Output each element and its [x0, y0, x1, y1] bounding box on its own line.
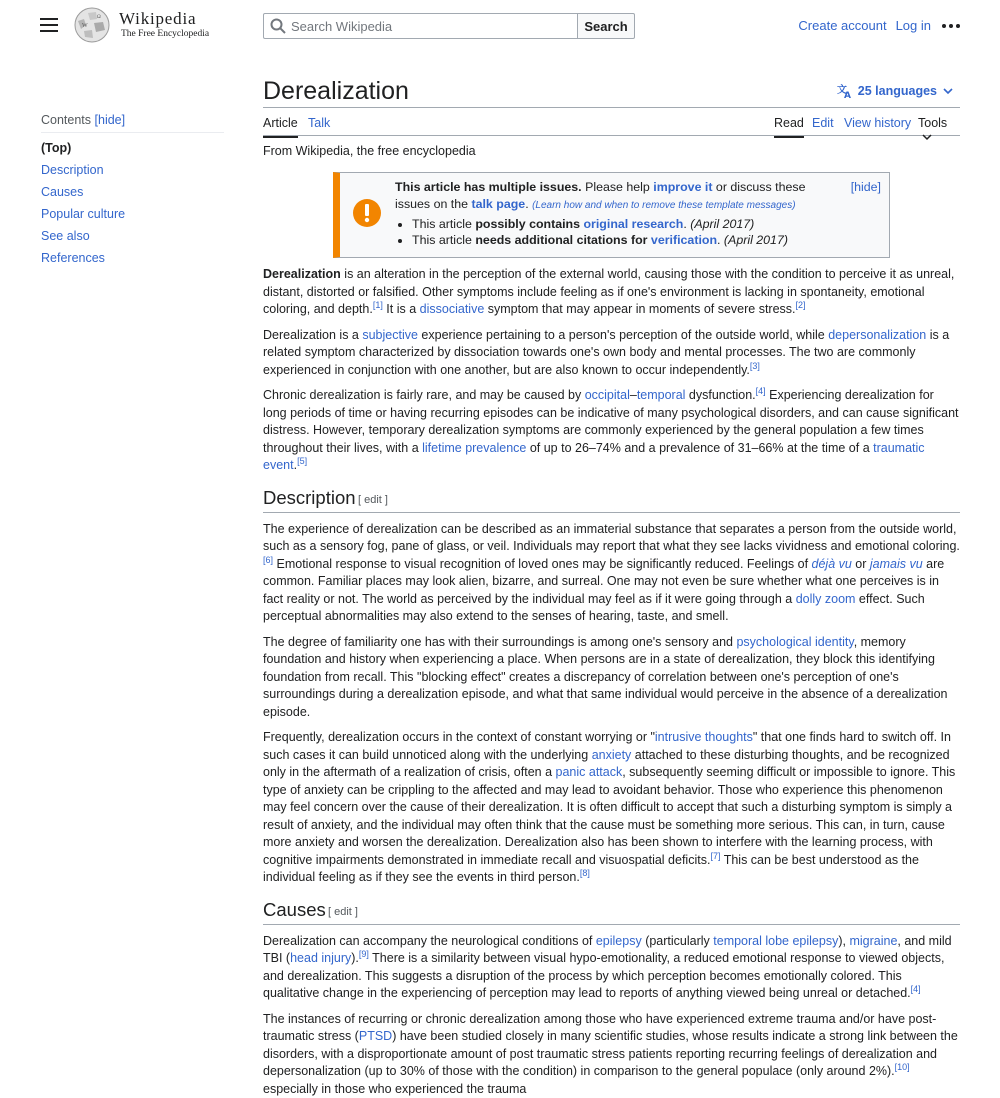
temporal-lobe-epilepsy-link[interactable]: temporal lobe epilepsy	[713, 934, 838, 948]
main-content	[263, 75, 960, 1098]
subjective-link[interactable]: subjective	[362, 328, 418, 342]
toc-item-see-also[interactable]: See also	[41, 229, 224, 243]
toc-heading: Contents	[41, 113, 91, 127]
title-row	[263, 75, 960, 108]
occipital-link[interactable]: occipital	[585, 388, 630, 402]
chevron-down-icon	[921, 133, 933, 141]
tab-read[interactable]: Read	[774, 116, 804, 138]
toc-item-description[interactable]: Description	[41, 163, 224, 177]
citation-link[interactable]: [5]	[297, 456, 307, 466]
notice-text: .	[525, 197, 532, 211]
toc-hide-button[interactable]: [hide]	[95, 113, 126, 127]
table-of-contents	[41, 113, 224, 265]
verification-link[interactable]: verification	[651, 233, 717, 247]
notice-text: Please help	[582, 180, 654, 194]
site-tagline: From Wikipedia, the free encyclopedia	[263, 144, 960, 158]
language-icon	[837, 83, 853, 99]
toc-item-top[interactable]: (Top)	[41, 141, 224, 155]
description-paragraph-2: The degree of familiarity one has with their surroundings is among one's sensory and psychological identity, memory foundation and history when experiencing a place. When persons are in a state of derealization, they block this identifying foundation from recall. This "blocking effect" creates a discrepancy of correlation between one's perception of one's surroundings during a derealization episode, and what that same individual would perceive in the absence of a derealization episode.	[263, 634, 960, 722]
notice-title: This article has multiple issues.	[395, 180, 582, 194]
improve-link[interactable]: improve it	[653, 180, 712, 194]
citation-link[interactable]: [2]	[796, 300, 806, 310]
causes-paragraph-1: Derealization can accompany the neurological conditions of epilepsy (particularly temporal lobe epilepsy), migraine, and mild TBI (head injury).[9] There is a similarity between visual hypo-emotionality, a reduced emotional response to viewed objects, and derealization. This suggests a disruption of the process by which perception becomes emotionally colored. This qualitative change in the experiencing of perception may lead to reports of anything viewed being unreal or detached.[4]	[263, 933, 960, 1003]
migraine-link[interactable]: migraine	[849, 934, 897, 948]
panic-attack-link[interactable]: panic attack	[556, 765, 623, 779]
causes-paragraph-2: The instances of recurring or chronic derealization among those who have experienced extreme trauma and/or have post-traumatic stress (PTSD) have been studied closely in many scientific studies, whose results indicate a strong link between the disorders, with a disproportionate amount of post traumatic stress patients reporting recurring feelings of derealization and depersonalization (up to 30% of those with the condition) in comparison to the general populace (only around 2%).[10] especially in those who experienced the trauma	[263, 1011, 960, 1098]
intro-paragraph-3: Chronic derealization is fairly rare, and may be caused by occipital–temporal dysfunction.[4] Experiencing derealization for long periods of time or having recurring episodes can be indicative of many psychological disorders, and can cause significant distress. However, temporary derealization symptoms are commonly experienced by the general population a few times throughout their lives, with a lifetime prevalence of up to 26–74% and a prevalence of 31–66% at the time of a traumatic event.[5]	[263, 387, 960, 475]
tab-view-history[interactable]: View history	[844, 116, 911, 130]
section-title-causes: Causes	[263, 899, 326, 921]
tab-article[interactable]: Article	[263, 116, 298, 138]
section-title-description: Description	[263, 487, 356, 509]
wordmark-subtitle: The Free Encyclopedia	[119, 28, 209, 40]
citation-link[interactable]: [9]	[359, 949, 369, 959]
toc-item-causes[interactable]: Causes	[41, 185, 224, 199]
language-count: 25 languages	[858, 84, 937, 98]
anxiety-link[interactable]: anxiety	[592, 748, 632, 762]
section-header-description	[263, 489, 960, 513]
edit-section-causes[interactable]: [ edit ]	[328, 906, 358, 918]
svg-text:A: A	[844, 91, 851, 99]
citation-link[interactable]: [1]	[373, 300, 383, 310]
create-account-link[interactable]: Create account	[798, 18, 886, 33]
learn-more-link[interactable]: (Learn how and when to remove these template messages)	[532, 200, 795, 211]
deja-vu-link[interactable]: déjà vu	[812, 557, 852, 571]
toc-item-references[interactable]: References	[41, 251, 224, 265]
section-header-causes	[263, 901, 960, 925]
wikipedia-wordmark[interactable]	[119, 10, 209, 40]
epilepsy-link[interactable]: epilepsy	[596, 934, 642, 948]
intrusive-thoughts-link[interactable]: intrusive thoughts	[655, 730, 753, 744]
temporal-link[interactable]: temporal	[637, 388, 686, 402]
tab-talk[interactable]: Talk	[308, 116, 330, 130]
psychological-identity-link[interactable]: psychological identity	[736, 635, 853, 649]
main-menu-button[interactable]	[40, 18, 58, 32]
search-input[interactable]	[263, 13, 578, 39]
dissociative-link[interactable]: dissociative	[420, 302, 485, 316]
log-in-link[interactable]: Log in	[896, 18, 931, 33]
tools-label: Tools	[918, 116, 947, 130]
wikipedia-globe-logo[interactable]	[72, 7, 112, 43]
citation-link[interactable]: [7]	[710, 850, 720, 860]
page-tabs	[263, 108, 960, 136]
notice-body	[395, 179, 881, 248]
chevron-down-icon	[941, 86, 955, 96]
more-options-icon[interactable]	[942, 19, 960, 33]
dolly-zoom-link[interactable]: dolly zoom	[796, 592, 856, 606]
citation-link[interactable]: [6]	[263, 554, 273, 564]
svg-text:Ω: Ω	[97, 15, 101, 20]
talk-page-link[interactable]: talk page	[471, 197, 525, 211]
notice-text: or discuss these issues on the	[395, 180, 805, 211]
notice-hide-button[interactable]: [hide]	[851, 179, 881, 196]
citation-link[interactable]: [3]	[750, 360, 760, 370]
search-button[interactable]: Search	[577, 13, 635, 39]
citation-link[interactable]: [8]	[580, 868, 590, 878]
search-form	[263, 13, 635, 39]
svg-text:W: W	[82, 23, 88, 29]
wordmark-title: Wikipedia	[119, 10, 209, 28]
issue-list	[395, 216, 881, 248]
language-button[interactable]	[837, 83, 960, 99]
warning-icon	[352, 198, 382, 228]
citation-link[interactable]: [4]	[911, 984, 921, 994]
description-paragraph-3: Frequently, derealization occurs in the context of constant worrying or "intrusive thoughts" that one finds hard to switch off. In such cases it can build unnoticed along with the underlying anxiety attached to these disturbing thoughts, and be recognized only in the aftermath of a realization of crisis, often a panic attack, subsequently seeming difficult or impossible to ignore. This type of anxiety can be crippling to the affected and may lead to avoidant behavior. Those who experience this phenomenon may feel concern over the cause of their derealization. It is often difficult to accept that such a disturbing symptom is simply a result of anxiety, and the individual may often think that the cause must be something more serious. This can, in turn, cause more anxiety and worsen the derealization. Derealization also has been shown to interfere with the learning process, with cognitive impairments demonstrated in immediate recall and visuospatial deficits.[7] This can be best understood as the individual feeling as if they see the events in third person.[8]	[263, 729, 960, 887]
description-paragraph-1: The experience of derealization can be described as an immaterial substance that separates a person from the outside world, such as a sensory fog, pane of glass, or veil. Individuals may report that what they see lacks vividness and emotional coloring.[6] Emotional response to visual recognition of loved ones may be significantly reduced. Feelings of déjà vu or jamais vu are common. Familiar places may look alien, bizarre, and surreal. One may not even be sure whether what one perceives is in fact reality or not. The world as perceived by the individual may feel as if it were going through a dolly zoom effect. Such perceptual abnormalities may also extend to the senses of hearing, taste, and smell.	[263, 521, 960, 626]
citation-link[interactable]: [10]	[895, 1062, 910, 1072]
issue-item: • This article possibly contains original research. (April 2017)	[412, 216, 881, 232]
jamais-vu-link[interactable]: jamais vu	[870, 557, 923, 571]
page-title: Derealization	[263, 77, 409, 106]
search-icon	[270, 18, 286, 34]
edit-section-description[interactable]: [ edit ]	[358, 494, 388, 506]
depersonalization-link[interactable]: depersonalization	[828, 328, 926, 342]
intro-paragraph-2: Derealization is a subjective experience pertaining to a person's perception of the outside world, while depersonalization is a related symptom characterized by dissociation towards one's own body and mental processes. The two are commonly experienced in conjunction with one another, but are also known to occur independently.[3]	[263, 327, 960, 380]
intro-paragraph-1: Derealization is an alteration in the perception of the external world, causing those with the condition to perceive it as unreal, distant, distorted or falsified. Other symptoms include feeling as if one's environment is lacking in spontaneity, emotional coloring, and depth.[1] It is a dissociative symptom that may appear in moments of severe stress.[2]	[263, 266, 960, 319]
multiple-issues-notice	[333, 172, 890, 258]
issue-item: • This article needs additional citations for verification. (April 2017)	[412, 232, 881, 248]
head-injury-link[interactable]: head injury	[290, 951, 351, 965]
ptsd-link[interactable]: PTSD	[359, 1029, 392, 1043]
tools-menu[interactable]	[918, 116, 960, 144]
citation-link[interactable]: [4]	[756, 386, 766, 396]
lifetime-prevalence-link[interactable]: lifetime prevalence	[422, 441, 526, 455]
traumatic-event-link[interactable]: traumatic event	[263, 441, 925, 473]
svg-text:文: 文	[837, 83, 847, 96]
user-links	[798, 18, 960, 33]
toc-header	[41, 113, 224, 133]
toc-item-popular-culture[interactable]: Popular culture	[41, 207, 224, 221]
original-research-link[interactable]: original research	[583, 217, 683, 231]
tab-edit[interactable]: Edit	[812, 116, 834, 130]
